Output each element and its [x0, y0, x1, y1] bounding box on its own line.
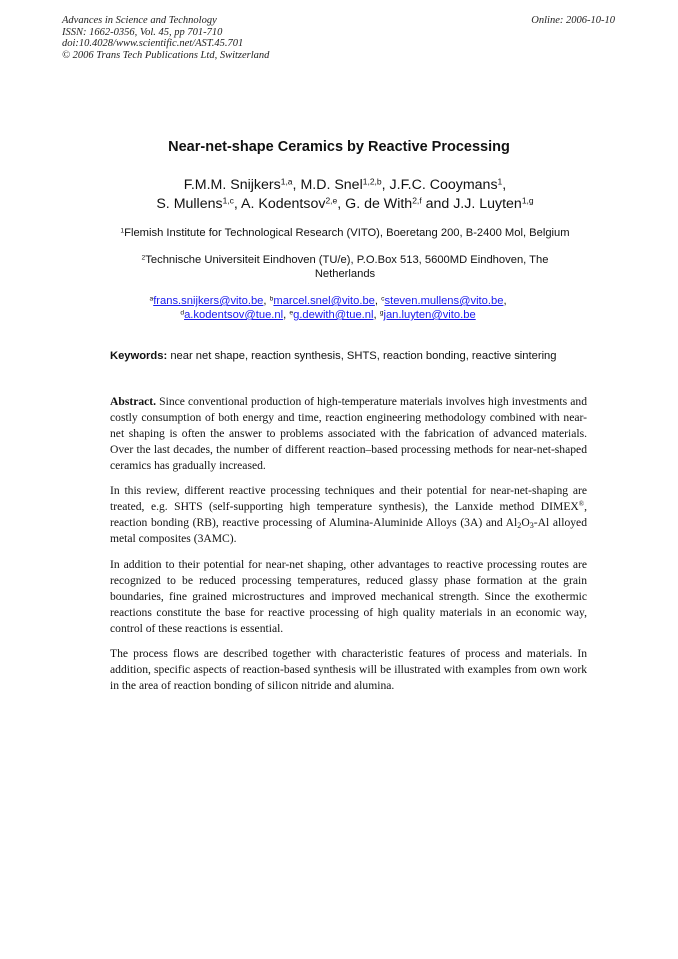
keywords-text: near net shape, reaction synthesis, SHTS, reaction bonding, reactive sintering	[170, 350, 557, 362]
copyright-line: © 2006 Trans Tech Publications Ltd, Switzerland	[62, 49, 270, 61]
affiliation-2	[0, 253, 678, 281]
author-name: S. Mullens	[156, 196, 223, 212]
author-affiliation-mark: 1,g	[521, 195, 534, 206]
affiliation-1	[0, 226, 678, 240]
author-name: G. de With	[345, 196, 413, 212]
doi-line: doi:10.4028/www.scientific.net/AST.45.701	[62, 38, 244, 49]
paper-title: Near-net-shape Ceramics by Reactive Processing	[168, 139, 510, 155]
author-affiliation-mark: 2,f	[412, 195, 422, 206]
journal-header	[62, 15, 615, 61]
abstract-paragraph-2: In this review, different reactive processing techniques and their potential for near-net-shaping are treated, e.g. SHTS (self-supporting high temperature synthesis), the Lanxide method DIMEX®, reaction bonding (RB), reactive processing of Alumina-Aluminide Alloys (3A) and $Al_2O_3-Al$ alloyed metal composites (3AMC).	[110, 484, 587, 545]
author-line-1: F.M.M. Snijkers$^{1,a}$, M.D. Snel$^{1,2,b}$, J.F.C. Cooymans$^1$,	[183, 176, 507, 193]
author-name: M.D. Snel	[300, 177, 363, 193]
abstract-paragraph-1: Abstract. Since conventional production of high-temperature materials involves high investments and costly consumption of both energy and time, reaction engineering methodology combined with near-net shaping is often the answer to problems associated with the fabrication of advanced materials. Over the last decades, the number of different reaction–based processing methods for near-net-shaped ceramics has gradually increased.	[110, 395, 587, 472]
author-affiliation-mark: 1	[497, 176, 503, 187]
abstract-paragraph-3: In addition to their potential for near-net shaping, other advantages to reactive processing routes are recognized to be reduced processing temperatures, reduced glassy phase formation at the grain boundaries, fine grained microstructures and improved mechanical strength. Since the exothermic reactions constitute the base for reactive processing of high quality materials in an economic way, control of these reactions is essential.	[110, 558, 587, 635]
author-affiliation-mark: 1,c	[222, 195, 234, 206]
author-list	[0, 176, 678, 214]
email-link[interactable]: a.kodentsov@tue.nl	[184, 309, 284, 321]
author-name: A. Kodentsov	[241, 196, 326, 212]
email-link[interactable]: marcel.snel@vito.be	[273, 295, 375, 307]
keywords-section	[110, 350, 557, 362]
abstract-paragraph-4: The process flows are described together with characteristic features of process and materials. In addition, specific aspects of reaction-based synthesis will be illustrated with examples from own work in the area of reaction bonding of silicon nitride and alumina.	[110, 647, 587, 692]
author-line-2: S. Mullens$^{1,c}$, A. Kodentsov$^{2,e}$, G. de With$^{2,f}$ and J.J. Luyten$^{1,g}$	[156, 195, 534, 212]
affiliation-text: Flemish Institute for Technological Research (VITO), Boeretang 200, B-2400 Mol, Belgium	[124, 227, 570, 239]
journal-name: Advances in Science and Technology	[62, 15, 217, 26]
author-name: J.J. Luyten	[453, 196, 522, 212]
email-link[interactable]: jan.luyten@vito.be	[383, 309, 476, 321]
author-affiliation-mark: 1,a	[280, 176, 293, 187]
abstract-label: Abstract.	[110, 395, 157, 408]
email-link[interactable]: steven.mullens@vito.be	[384, 295, 504, 307]
author-affiliation-mark: 1,2,b	[362, 176, 382, 187]
email-link[interactable]: frans.snijkers@vito.be	[153, 295, 264, 307]
affiliation-text: Technische Universiteit Eindhoven (TU/e), P.O.Box 513, 5600MD Eindhoven, The	[145, 254, 549, 266]
keywords-label: Keywords:	[110, 350, 168, 362]
author-name: F.M.M. Snijkers	[183, 177, 281, 193]
issn-line: ISSN: 1662-0356, Vol. 45, pp 701-710	[62, 26, 223, 38]
affiliation-mark: 1	[120, 227, 125, 235]
email-link[interactable]: g.dewith@tue.nl	[293, 309, 374, 321]
online-date: Online: 2006-10-10	[531, 15, 615, 26]
author-name: J.F.C. Cooymans	[389, 177, 498, 193]
affiliation-text-cont: Netherlands	[314, 268, 376, 280]
author-affiliation-mark: 2,e	[325, 195, 338, 206]
affiliation-mark: 2	[141, 254, 146, 262]
email-list: $^a$frans.snijkers@vito.be, $^b$marcel.snel@vito.be, $^c$steven.mullens@vito.be, $^d$a.kodentsov@tue.nl, $^e$g.dewith@tue.nl, $^g$jan.luyten@vito.be	[149, 295, 507, 321]
